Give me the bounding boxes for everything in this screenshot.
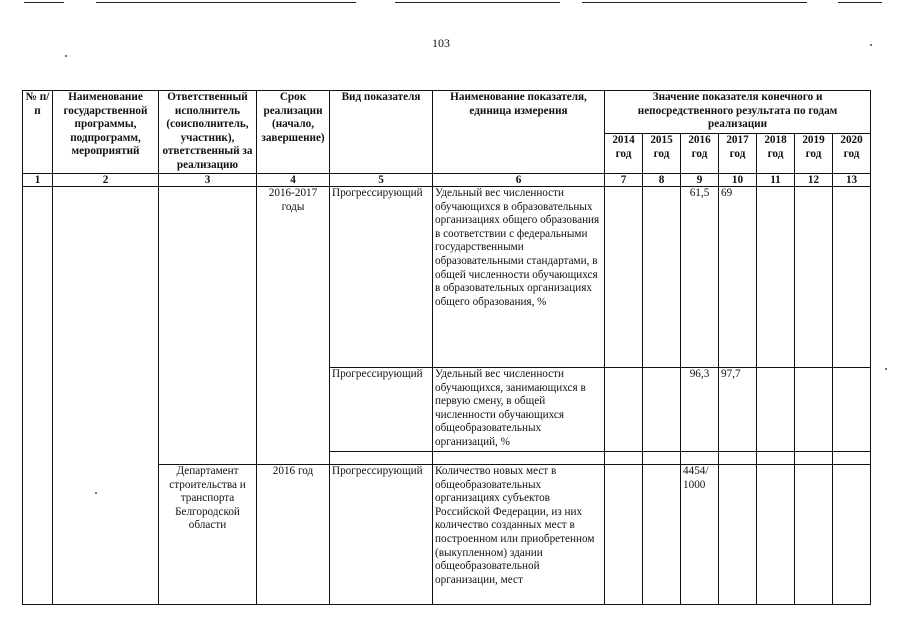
column-number: 3 (159, 174, 257, 187)
cell-value-2020 (833, 368, 871, 452)
cell-value-2017: 69 (719, 187, 757, 368)
cell-period: 2016-2017 годы (257, 187, 330, 465)
header-num: № п/п (23, 91, 53, 174)
scan-speck (870, 44, 872, 46)
scan-edge-line (838, 2, 882, 3)
results-table (22, 90, 871, 605)
cell-value-2016: 4454/ 1000 (681, 465, 719, 605)
cell-value-2016: 61,5 (681, 187, 719, 368)
column-number: 9 (681, 174, 719, 187)
cell-value-2020 (833, 465, 871, 605)
column-number: 7 (605, 174, 643, 187)
cell-period: 2016 год (257, 465, 330, 605)
cell-value-2014 (605, 368, 643, 452)
cell-indicator: Удельный вес численности обучающихся, занимающихся в первую смену, в общей численности обучающихся общеобразовательных организаций, % (433, 368, 605, 452)
header-executor: Ответственный исполнитель (соисполнитель, участник), ответственный за реализацию (159, 91, 257, 174)
cell-value-2017 (719, 465, 757, 605)
empty-cell (330, 452, 433, 465)
cell-value-2020 (833, 187, 871, 368)
header-year-2018: 2018 год (757, 134, 795, 174)
header-values-group: Значение показателя конечного и непосредственного результата по годам реализации (605, 91, 871, 134)
cell-value-2014 (605, 187, 643, 368)
column-number: 2 (53, 174, 159, 187)
empty-cell (605, 452, 643, 465)
empty-cell (719, 452, 757, 465)
empty-cell (757, 452, 795, 465)
column-number: 11 (757, 174, 795, 187)
scan-edge-line (395, 2, 560, 3)
cell-value-2015 (643, 368, 681, 452)
empty-cell (833, 452, 871, 465)
cell-num (23, 187, 53, 605)
cell-value-2018 (757, 368, 795, 452)
header-program: Наименование государственной программы, подпрограмм, мероприятий (53, 91, 159, 174)
header-year-2020: 2020 год (833, 134, 871, 174)
empty-cell (795, 452, 833, 465)
scan-speck (885, 368, 887, 370)
cell-value-2019 (795, 187, 833, 368)
cell-value-2019 (795, 368, 833, 452)
scan-edge-line (582, 2, 807, 3)
column-number: 13 (833, 174, 871, 187)
cell-kind: Прогрессирующий (330, 465, 433, 605)
empty-cell (433, 452, 605, 465)
header-year-2017: 2017 год (719, 134, 757, 174)
header-year-2015: 2015 год (643, 134, 681, 174)
cell-value-2016: 96,3 (681, 368, 719, 452)
page-number: 103 (432, 36, 450, 50)
header-kind: Вид показателя (330, 91, 433, 174)
cell-executor (159, 187, 257, 465)
column-number: 1 (23, 174, 53, 187)
column-number: 4 (257, 174, 330, 187)
cell-kind: Прогрессирующий (330, 368, 433, 452)
scan-edge-line (24, 2, 64, 3)
header-year-2016: 2016 год (681, 134, 719, 174)
cell-value-2018 (757, 465, 795, 605)
cell-value-2018 (757, 187, 795, 368)
header-year-2014: 2014 год (605, 134, 643, 174)
column-number: 6 (433, 174, 605, 187)
empty-cell (681, 452, 719, 465)
cell-value-2014 (605, 465, 643, 605)
cell-value-2017: 97,7 (719, 368, 757, 452)
header-year-2019: 2019 год (795, 134, 833, 174)
cell-value-2019 (795, 465, 833, 605)
cell-kind: Прогрессирующий (330, 187, 433, 368)
cell-program (53, 187, 159, 605)
header-period: Срок реализации (начало, завершение) (257, 91, 330, 174)
cell-value-2015 (643, 465, 681, 605)
cell-executor: Департамент строительства и транспорта Белгородской области (159, 465, 257, 605)
cell-indicator: Количество новых мест в общеобразовательных организациях субъектов Российской Федерации, из них количество созданных мест в построенном или приобретенном (выкупленном) здании общеобразовательной организации, мест (433, 465, 605, 605)
column-number: 5 (330, 174, 433, 187)
column-number: 8 (643, 174, 681, 187)
cell-value-2015 (643, 187, 681, 368)
column-number: 10 (719, 174, 757, 187)
table-row (23, 187, 871, 368)
scan-edge-line (96, 2, 356, 3)
cell-indicator: Удельный вес численности обучающихся в образовательных организациях общего образования в соответствии с федеральными государственными образовательными стандартами, в общей численности обучающихся в образовательных организациях общего образования, % (433, 187, 605, 368)
header-indicator: Наименование показателя, единица измерения (433, 91, 605, 174)
empty-cell (643, 452, 681, 465)
column-number: 12 (795, 174, 833, 187)
scan-speck (65, 55, 67, 57)
